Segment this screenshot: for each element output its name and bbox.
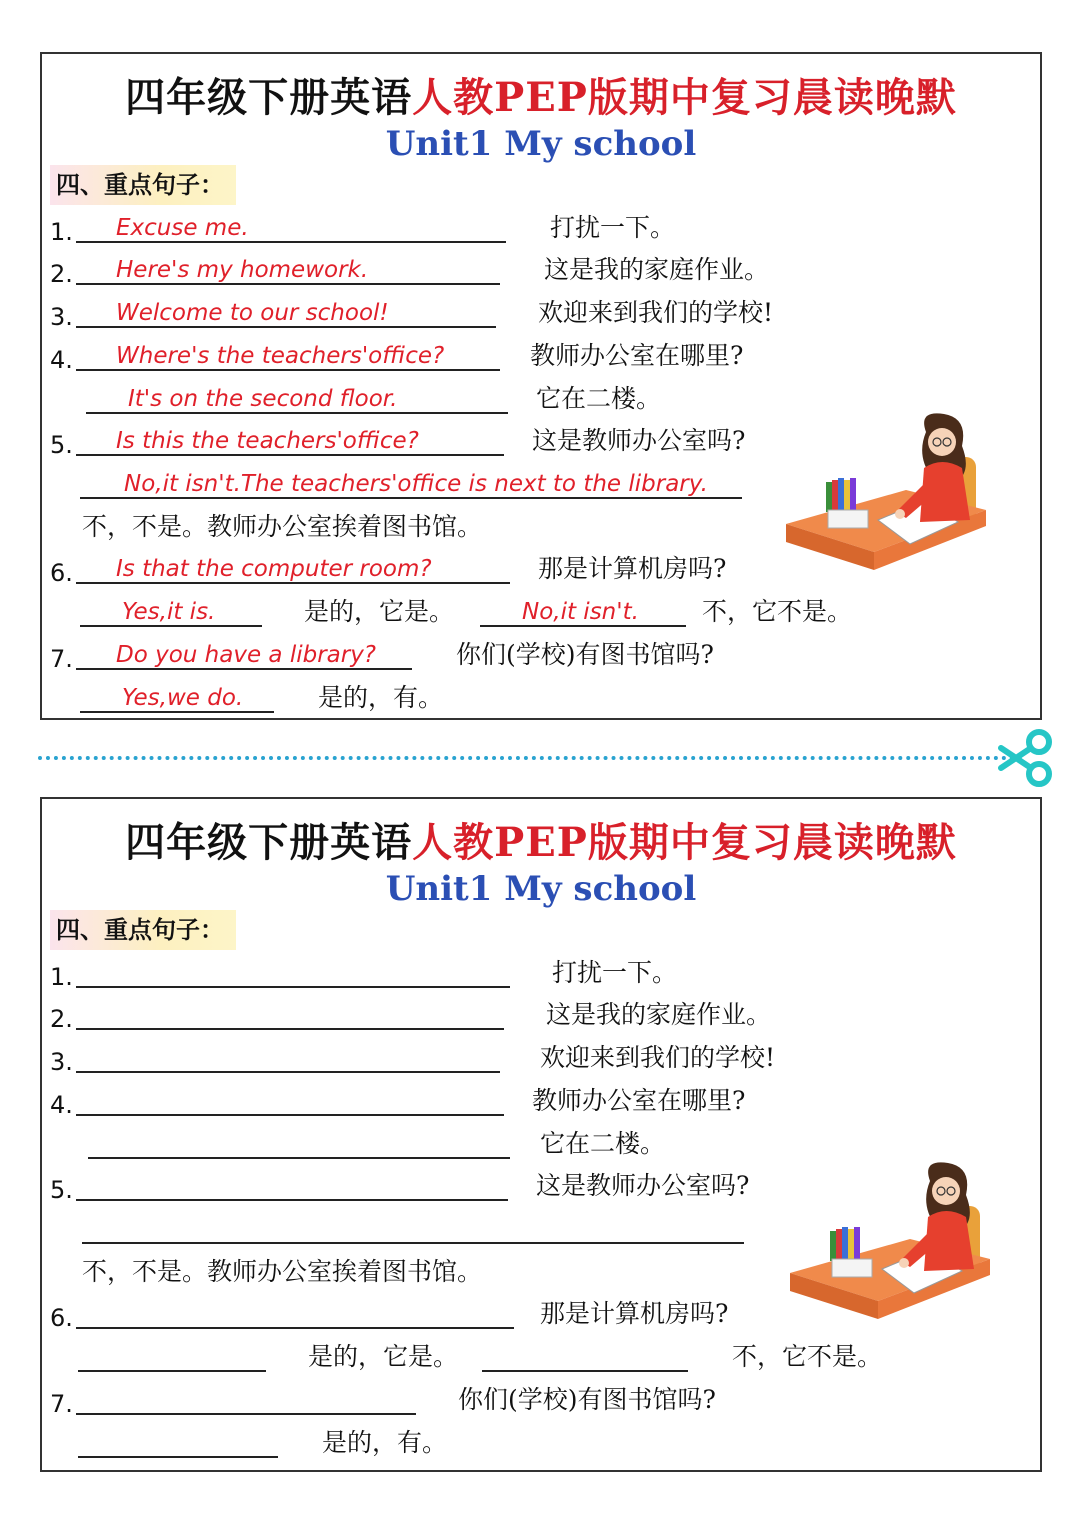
item-number: 4.: [50, 1091, 73, 1119]
blank-line-4[interactable]: [76, 1086, 504, 1116]
blank-line-1[interactable]: [76, 958, 510, 988]
chinese-sentence-7: 你们(学校)有图书馆吗?: [458, 1385, 716, 1414]
blank-line-5b[interactable]: [82, 1214, 744, 1244]
chinese-sentence-5: 这是教师办公室吗?: [536, 1171, 750, 1200]
item-number: 7.: [50, 645, 73, 673]
blank-line-7a[interactable]: [78, 1428, 278, 1458]
chinese-sentence-6: 那是计算机房吗?: [538, 554, 727, 583]
item-number: 1.: [50, 963, 73, 991]
item-number: 5.: [50, 1176, 73, 1204]
chinese-sentence-5b: 不，不是。教师办公室挨着图书馆。: [82, 512, 483, 541]
blank-line-6b[interactable]: [482, 1342, 688, 1372]
section-label: 四、重点句子：: [50, 910, 236, 950]
chinese-sentence-4: 教师办公室在哪里?: [530, 341, 744, 370]
blank-line-5[interactable]: [76, 1171, 508, 1201]
blank-line-7[interactable]: [76, 1385, 416, 1415]
item-number: 7.: [50, 1390, 73, 1418]
blank-line-2[interactable]: [76, 1000, 504, 1030]
title-black-part: 四年级下册英语: [125, 74, 413, 121]
chinese-sentence-1: 打扰一下。: [550, 213, 676, 242]
chinese-sentence-6b: 不，它不是。: [732, 1342, 883, 1371]
chinese-sentence-7: 你们(学校)有图书馆吗?: [456, 640, 714, 669]
worksheet-answer-card: [40, 52, 1042, 720]
item-number: 4.: [50, 346, 73, 374]
chinese-sentence-4b: 它在二楼。: [540, 1129, 666, 1158]
chinese-sentence-7a: 是的，有。: [322, 1428, 448, 1457]
chinese-sentence-6a: 是的，它是。: [304, 597, 455, 626]
item-number: 1.: [50, 218, 73, 246]
item-number: 5.: [50, 431, 73, 459]
blank-line-6a[interactable]: [78, 1342, 266, 1372]
cut-line-divider: [38, 756, 1023, 760]
answer-line-5b: No,it isn't.The teachers'office is next to the library.: [80, 469, 742, 499]
chinese-sentence-6a: 是的，它是。: [308, 1342, 459, 1371]
answer-line-6: Is that the computer room?: [76, 554, 510, 584]
page-title: [42, 66, 1040, 123]
item-number: 2.: [50, 1005, 73, 1033]
page-title: [42, 811, 1040, 868]
chinese-sentence-5b: 不，不是。教师办公室挨着图书馆。: [82, 1257, 483, 1286]
answer-line-5: Is this the teachers'office?: [76, 426, 504, 456]
teacher-illustration: [786, 412, 1016, 572]
item-number: 6.: [50, 1304, 73, 1332]
answer-line-4b: It's on the second floor.: [86, 384, 508, 414]
title-red-part: 人教PEP版期中复习晨读晚默: [412, 819, 957, 866]
answer-line-6a: Yes,it is.: [80, 597, 262, 627]
worksheet-blank-card: [40, 797, 1042, 1472]
chinese-sentence-4b: 它在二楼。: [536, 384, 662, 413]
chinese-sentence-2: 这是我的家庭作业。: [546, 1000, 772, 1029]
title-black-part: 四年级下册英语: [125, 819, 413, 866]
answer-line-4: Where's the teachers'office?: [76, 341, 500, 371]
chinese-sentence-2: 这是我的家庭作业。: [544, 255, 770, 284]
item-number: 6.: [50, 559, 73, 587]
answer-line-7: Do you have a library?: [76, 640, 412, 670]
chinese-sentence-6b: 不，它不是。: [702, 597, 853, 626]
answer-line-2: Here's my homework.: [76, 255, 500, 285]
teacher-illustration: [790, 1161, 1020, 1321]
chinese-sentence-6: 那是计算机房吗?: [540, 1299, 729, 1328]
item-number: 3.: [50, 303, 73, 331]
chinese-sentence-3: 欢迎来到我们的学校!: [540, 1043, 776, 1072]
answer-line-7a: Yes,we do.: [80, 683, 274, 713]
chinese-sentence-1: 打扰一下。: [552, 958, 678, 987]
item-number: 2.: [50, 260, 73, 288]
blank-line-4b[interactable]: [88, 1129, 510, 1159]
scissors-icon: [993, 728, 1057, 788]
answer-line-3: Welcome to our school!: [76, 298, 496, 328]
chinese-sentence-7a: 是的，有。: [318, 683, 444, 712]
unit-subtitle: Unit1 My school: [385, 124, 697, 164]
section-label: 四、重点句子：: [50, 165, 236, 205]
chinese-sentence-3: 欢迎来到我们的学校!: [538, 298, 774, 327]
chinese-sentence-5: 这是教师办公室吗?: [532, 426, 746, 455]
blank-line-3[interactable]: [76, 1043, 500, 1073]
item-number: 3.: [50, 1048, 73, 1076]
answer-line-1: Excuse me.: [76, 213, 506, 243]
chinese-sentence-4: 教师办公室在哪里?: [532, 1086, 746, 1115]
answer-line-6b: No,it isn't.: [480, 597, 686, 627]
unit-subtitle: Unit1 My school: [385, 869, 697, 909]
blank-line-6[interactable]: [76, 1299, 514, 1329]
title-red-part: 人教PEP版期中复习晨读晚默: [412, 74, 957, 121]
